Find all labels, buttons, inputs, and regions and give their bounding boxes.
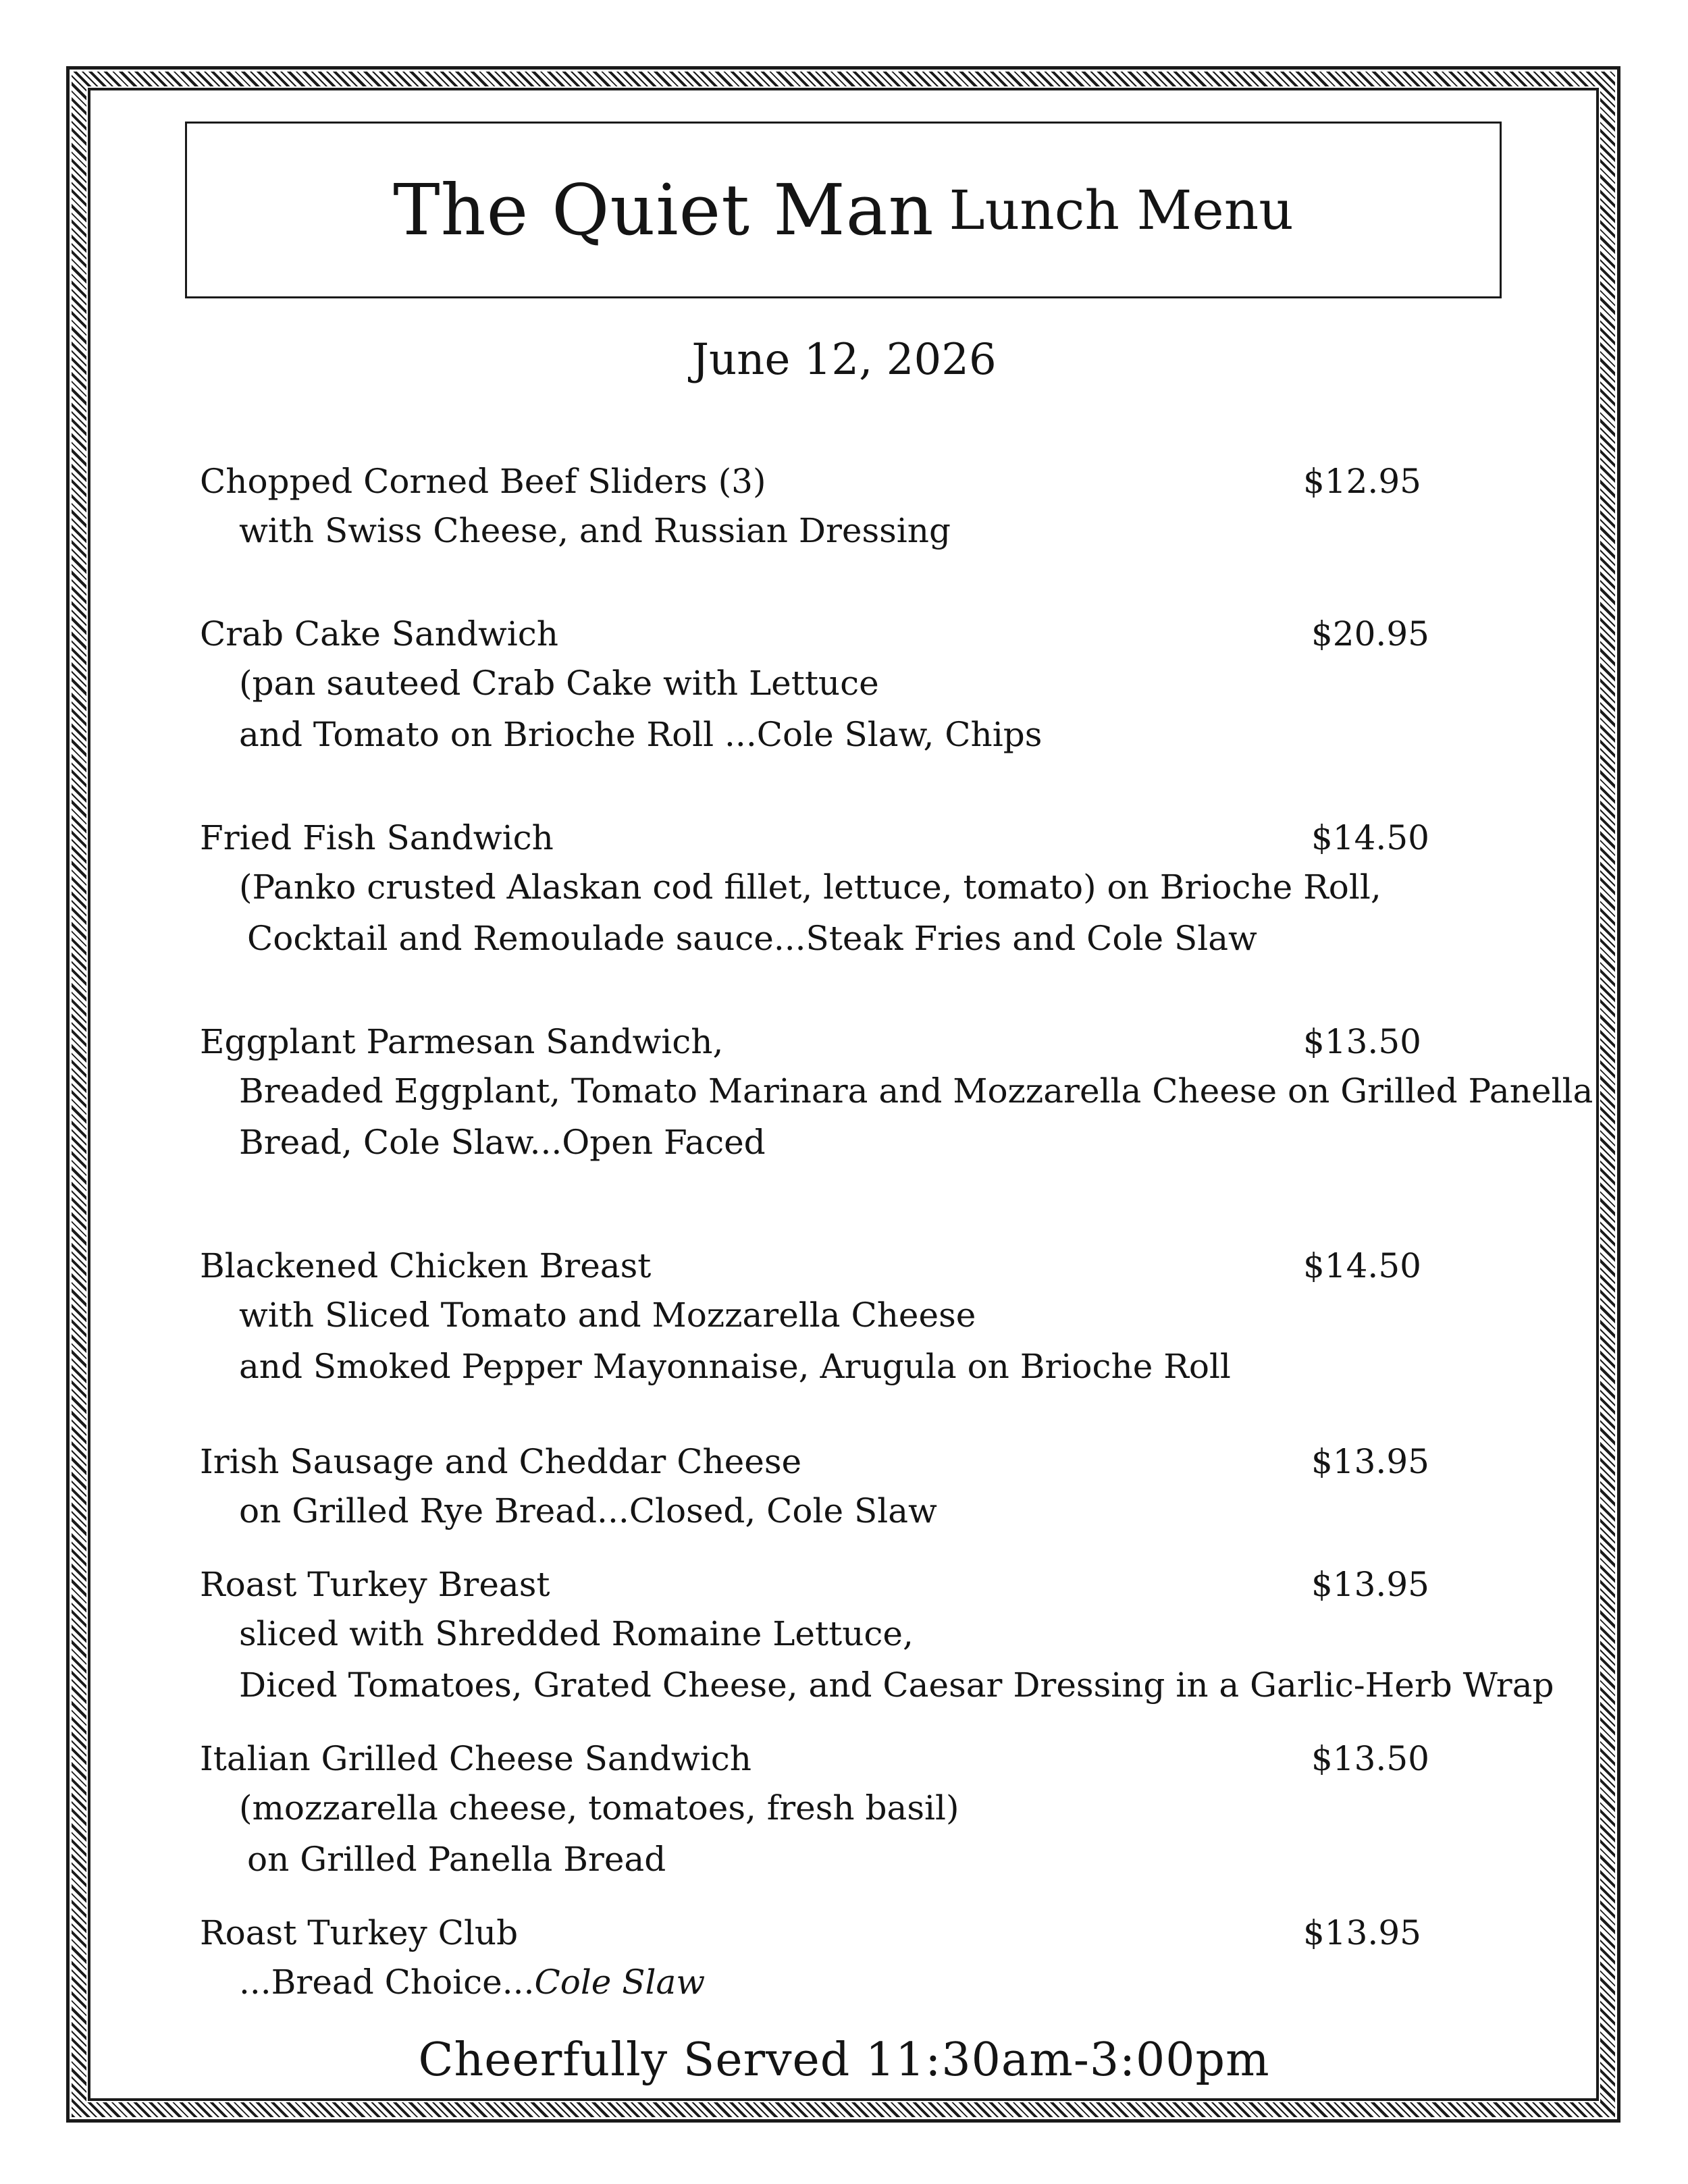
item-description: Breaded Eggplant, Tomato Marinara and Mozzarella Cheese on Grilled Panella xyxy=(239,1071,1593,1111)
item-name: Chopped Corned Beef Sliders (3) xyxy=(200,462,766,501)
menu-item xyxy=(200,610,1483,760)
item-description: and Smoked Pepper Mayonnaise, Arugula on Brioche Roll xyxy=(239,1347,1231,1386)
item-description: (Panko crusted Alaskan cod fillet, lettuce, tomato) on Brioche Roll, xyxy=(239,868,1381,907)
item-description: Diced Tomatoes, Grated Cheese, and Caesar Dressing in a Garlic-Herb Wrap xyxy=(239,1666,1554,1705)
item-price: $13.95 xyxy=(1303,1913,1421,1952)
item-name: Italian Grilled Cheese Sandwich xyxy=(200,1739,751,1778)
menu-item xyxy=(200,458,1483,556)
item-description: with Sliced Tomato and Mozzarella Cheese xyxy=(239,1296,976,1335)
item-description: Bread, Cole Slaw...Open Faced xyxy=(239,1123,766,1162)
item-price: $12.95 xyxy=(1303,462,1421,501)
item-description: sliced with Shredded Romaine Lettuce, xyxy=(239,1614,914,1653)
menu-item xyxy=(200,1242,1483,1392)
item-name: Eggplant Parmesan Sandwich, xyxy=(200,1022,724,1061)
menu-item xyxy=(200,1561,1554,1711)
menu-item xyxy=(200,1909,1483,2008)
item-description: Cocktail and Remoulade sauce...Steak Fries and Cole Slaw xyxy=(247,919,1257,958)
item-description: (pan sauteed Crab Cake with Lettuce xyxy=(239,664,879,703)
item-price: $20.95 xyxy=(1311,614,1429,654)
restaurant-name: The Quiet Man xyxy=(393,169,934,251)
item-description: and Tomato on Brioche Roll ...Cole Slaw, Chips xyxy=(239,715,1043,754)
menu-item xyxy=(200,1438,1483,1537)
item-name: Irish Sausage and Cheddar Cheese xyxy=(200,1442,802,1481)
item-price: $14.50 xyxy=(1303,1246,1421,1285)
item-name: Crab Cake Sandwich xyxy=(200,614,558,654)
item-description-italic: Cole Slaw xyxy=(534,1963,706,2002)
item-price: $13.95 xyxy=(1311,1442,1429,1481)
menu-item xyxy=(200,1735,1483,1885)
item-description: with Swiss Cheese, and Russian Dressing xyxy=(239,511,951,550)
title-box xyxy=(185,122,1502,298)
item-name: Blackened Chicken Breast xyxy=(200,1246,652,1285)
item-description xyxy=(200,1956,1483,2008)
item-description: (mozzarella cheese, tomatoes, fresh basil) xyxy=(239,1788,959,1828)
item-price: $13.50 xyxy=(1311,1739,1429,1778)
menu-date: June 12, 2026 xyxy=(691,335,997,385)
serving-hours: Cheerfully Served 11:30am-3:00pm xyxy=(418,2033,1270,2087)
menu-item xyxy=(200,1018,1593,1168)
item-name: Fried Fish Sandwich xyxy=(200,818,554,857)
item-name: Roast Turkey Breast xyxy=(200,1565,550,1604)
item-description: on Grilled Panella Bread xyxy=(247,1840,666,1879)
item-description: on Grilled Rye Bread...Closed, Cole Slaw xyxy=(239,1491,937,1530)
item-price: $14.50 xyxy=(1311,818,1429,857)
menu-item xyxy=(200,814,1483,964)
item-description-prefix: ...Bread Choice... xyxy=(239,1963,535,2002)
menu-type: Lunch Menu xyxy=(949,178,1294,242)
item-price: $13.50 xyxy=(1303,1022,1421,1061)
item-name: Roast Turkey Club xyxy=(200,1913,519,1952)
item-price: $13.95 xyxy=(1311,1565,1429,1604)
